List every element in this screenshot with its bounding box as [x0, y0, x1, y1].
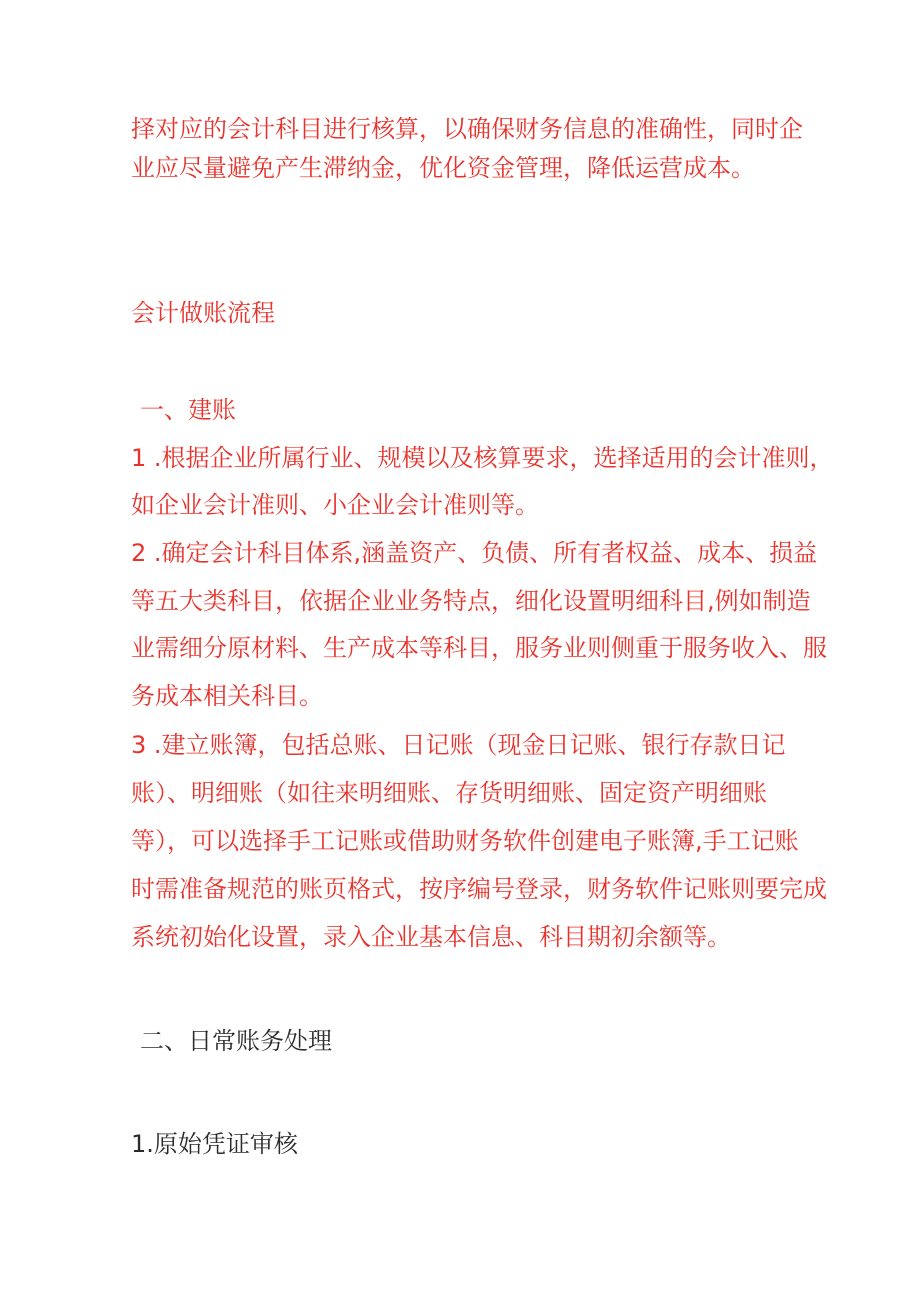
item2-line-2: 等五大类科目，依据企业业务特点，细化设置明细科目,例如制造	[131, 587, 811, 615]
part2-sub-heading: 1.原始凭证审核	[131, 1130, 298, 1158]
item3-line-1: 3 .建立账簿，包括总账、日记账（现金日记账、银行存款日记	[131, 731, 786, 759]
item3-line-4: 时需准备规范的账页格式，按序编号登录，财务软件记账则要完成	[131, 875, 827, 903]
item3-line-5: 系统初始化设置，录入企业基本信息、科目期初余额等。	[131, 923, 731, 951]
section-title: 会计做账流程	[131, 299, 275, 327]
item1-line-1: 1 .根据企业所属行业、规模以及核算要求，选择适用的会计准则，	[131, 444, 834, 472]
item3-line-2: 账）、明细账（如往来明细账、存货明细账、固定资产明细账	[131, 779, 767, 807]
intro-line-1: 择对应的会计科目进行核算，以确保财务信息的准确性，同时企	[131, 115, 803, 143]
item2-line-4: 务成本相关科目。	[131, 682, 323, 710]
part2-heading: 二、日常账务处理	[140, 1027, 332, 1055]
intro-line-2: 业应尽量避免产生滞纳金，优化资金管理，降低运营成本。	[131, 154, 755, 182]
item3-line-3: 等），可以选择手工记账或借助财务软件创建电子账簿,手工记账	[131, 827, 799, 855]
item2-line-3: 业需细分原材料、生产成本等科目，服务业则侧重于服务收入、服	[131, 634, 827, 662]
part1-heading: 一、建账	[140, 396, 236, 424]
item2-line-1: 2 .确定会计科目体系,涵盖资产、负债、所有者权益、成本、损益	[131, 539, 818, 567]
item1-line-2: 如企业会计准则、小企业会计准则等。	[131, 491, 539, 519]
